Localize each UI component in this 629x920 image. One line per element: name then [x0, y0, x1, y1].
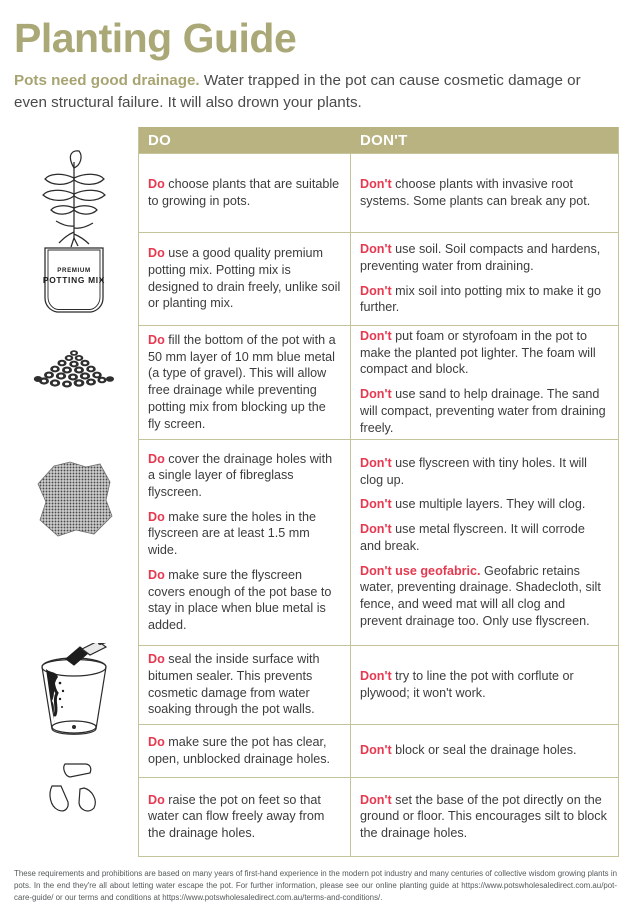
- list-item: [360, 496, 609, 513]
- keyword-dont-geofabric: Don't use geofabric.: [360, 563, 481, 578]
- list-item: [148, 509, 341, 559]
- table-row: [139, 325, 618, 439]
- item-text: fill the bottom of the pot with a 50 mm layer of 10 mm blue metal (a type of gravel). This will allow free drainage while preventing potting mix from blocking up the fly screen.: [148, 333, 336, 431]
- list-item: [360, 283, 609, 316]
- item-text: make sure the holes in the flyscreen are at least 1.5 mm wide.: [148, 509, 317, 558]
- cell-dont: [351, 326, 618, 439]
- cell-dont: [351, 778, 618, 856]
- plant-and-potting-mix-bag-icon: [10, 147, 138, 317]
- list-item: [360, 521, 609, 554]
- cell-dont: [351, 440, 618, 645]
- table-row: [139, 153, 618, 232]
- list-item: [148, 567, 341, 634]
- keyword-dont: Don't: [360, 522, 392, 537]
- item-text: use soil. Soil compacts and hardens, preventing water from draining.: [360, 242, 601, 273]
- keyword-do: Do: [148, 652, 165, 667]
- keyword-dont: Don't: [360, 497, 392, 512]
- do-dont-table: [138, 127, 619, 857]
- cell-do: [139, 778, 351, 856]
- keyword-dont: Don't: [360, 176, 392, 191]
- item-text: use flyscreen with tiny holes. It will clog up.: [360, 455, 587, 487]
- item-text: put foam or styrofoam in the pot to make the planted pot lighter. The foam will compact and block.: [360, 329, 596, 377]
- keyword-dont: Don't: [360, 387, 392, 402]
- pot-feet-icon: [10, 757, 138, 821]
- list-item: [360, 386, 609, 436]
- table-row: [139, 232, 618, 325]
- item-text: set the base of the pot directly on the ground or floor. This encourages silt to block the drainage holes.: [360, 792, 607, 841]
- item-text: seal the inside surface with bitumen sealer. This prevents cosmetic damage from water soaking through the pot walls.: [148, 652, 320, 717]
- table-header-row: [139, 127, 618, 153]
- list-item: [360, 455, 609, 488]
- keyword-dont: Don't: [360, 668, 392, 683]
- keyword-do: Do: [148, 734, 165, 749]
- keyword-do: Do: [148, 509, 165, 524]
- cell-dont: [351, 646, 618, 724]
- keyword-do: Do: [148, 333, 165, 347]
- fibreglass-flyscreen-mesh-icon: [10, 452, 138, 548]
- cell-do: [139, 725, 351, 777]
- item-text: raise the pot on feet so that water can flow freely away from the drainage holes.: [148, 792, 325, 841]
- page-subtitle: [14, 70, 614, 113]
- planting-guide-page: [0, 17, 629, 920]
- cell-dont: [351, 154, 618, 232]
- item-text: use metal flyscreen. It will corrode and break.: [360, 522, 585, 553]
- item-text: make sure the pot has clear, open, unblocked drainage holes.: [148, 734, 331, 766]
- item-text: block or seal the drainage holes.: [391, 743, 577, 758]
- keyword-dont: Don't: [360, 242, 392, 257]
- list-item: [148, 651, 341, 718]
- page-title: Planting Guide: [14, 15, 297, 61]
- list-item: [360, 563, 609, 630]
- item-text: Geofabric retains water, preventing drainage. Shadecloth, silt fence, and weed mat will all clog and prevent drainage too. Only use flyscreen.: [360, 563, 601, 628]
- table-row: [139, 724, 618, 777]
- subtitle-rest: Water trapped in the pot can cause cosmetic damage or even structural failure. It will also drown your plants.: [14, 72, 581, 111]
- blue-metal-gravel-icon: [10, 335, 138, 395]
- item-text: mix soil into potting mix to make it go further.: [360, 283, 601, 315]
- keyword-dont: Don't: [360, 455, 392, 470]
- list-item: [148, 332, 341, 432]
- item-text: choose plants that are suitable to growing in pots.: [148, 176, 340, 208]
- item-text: make sure the flyscreen covers enough of the pot base to stay in place when blue metal is added.: [148, 567, 332, 633]
- table-row: [139, 439, 618, 645]
- list-item: [148, 245, 341, 312]
- list-item: [148, 734, 341, 767]
- pot-with-bitumen-sealer-brush-icon: [10, 641, 138, 745]
- cell-do: [139, 440, 351, 645]
- keyword-dont: Don't: [360, 283, 392, 298]
- cell-do: [139, 154, 351, 232]
- footer-disclaimer: These requirements and prohibitions are based on many years of first-hand experience in the modern pot industry and many centuries of collective wisdom growing plants in pots. In the end they're all about letting water escape the pot. For further information, please see our online planting guide at https://www.potswholesaledirect.com.au/pot-care-guide/ or our terms and conditions at https://www.potswholesaledirect.com.au/terms-and-conditions/.: [14, 868, 617, 902]
- cell-dont: [351, 725, 618, 777]
- keyword-do: Do: [148, 792, 165, 807]
- table-row: [139, 777, 618, 856]
- list-item: [360, 241, 609, 274]
- cell-dont: [351, 233, 618, 325]
- list-item: [360, 668, 609, 701]
- cell-do: [139, 233, 351, 325]
- svg-text:POTTING MIX: POTTING MIX: [42, 275, 106, 286]
- keyword-do: Do: [148, 451, 165, 466]
- column-header-dont: DON'T: [360, 131, 408, 149]
- item-text: use a good quality premium potting mix. Potting mix is designed to drain freely, unlike soil or planting mix.: [148, 246, 341, 311]
- cell-do: [139, 326, 351, 439]
- item-text: choose plants with invasive root systems. Some plants can break any pot.: [360, 176, 591, 208]
- subtitle-lead: Pots need good drainage.: [14, 72, 200, 90]
- list-item: [360, 328, 609, 378]
- list-item: [360, 176, 609, 209]
- keyword-dont: Don't: [360, 329, 392, 343]
- keyword-dont: Don't: [360, 743, 392, 758]
- guide-table-wrapper: [10, 127, 619, 857]
- keyword-do: Do: [148, 567, 165, 582]
- list-item: [148, 451, 341, 501]
- svg-text:PREMIUM: PREMIUM: [57, 267, 91, 275]
- keyword-dont: Don't: [360, 792, 392, 807]
- list-item: [360, 742, 609, 759]
- item-text: try to line the pot with corflute or plywood; it won't work.: [360, 668, 574, 700]
- item-text: use sand to help drainage. The sand will compact, preventing water from draining freely.: [360, 387, 606, 435]
- table-row: [139, 645, 618, 724]
- list-item: [148, 792, 341, 842]
- column-header-do: DO: [148, 131, 172, 149]
- cell-do: [139, 646, 351, 724]
- keyword-do: Do: [148, 246, 165, 261]
- keyword-do: Do: [148, 176, 165, 191]
- list-item: [360, 792, 609, 842]
- illustration-column: [10, 127, 138, 857]
- item-text: cover the drainage holes with a single layer of fibreglass flyscreen.: [148, 451, 333, 499]
- item-text: use multiple layers. They will clog.: [391, 497, 586, 512]
- list-item: [148, 176, 341, 209]
